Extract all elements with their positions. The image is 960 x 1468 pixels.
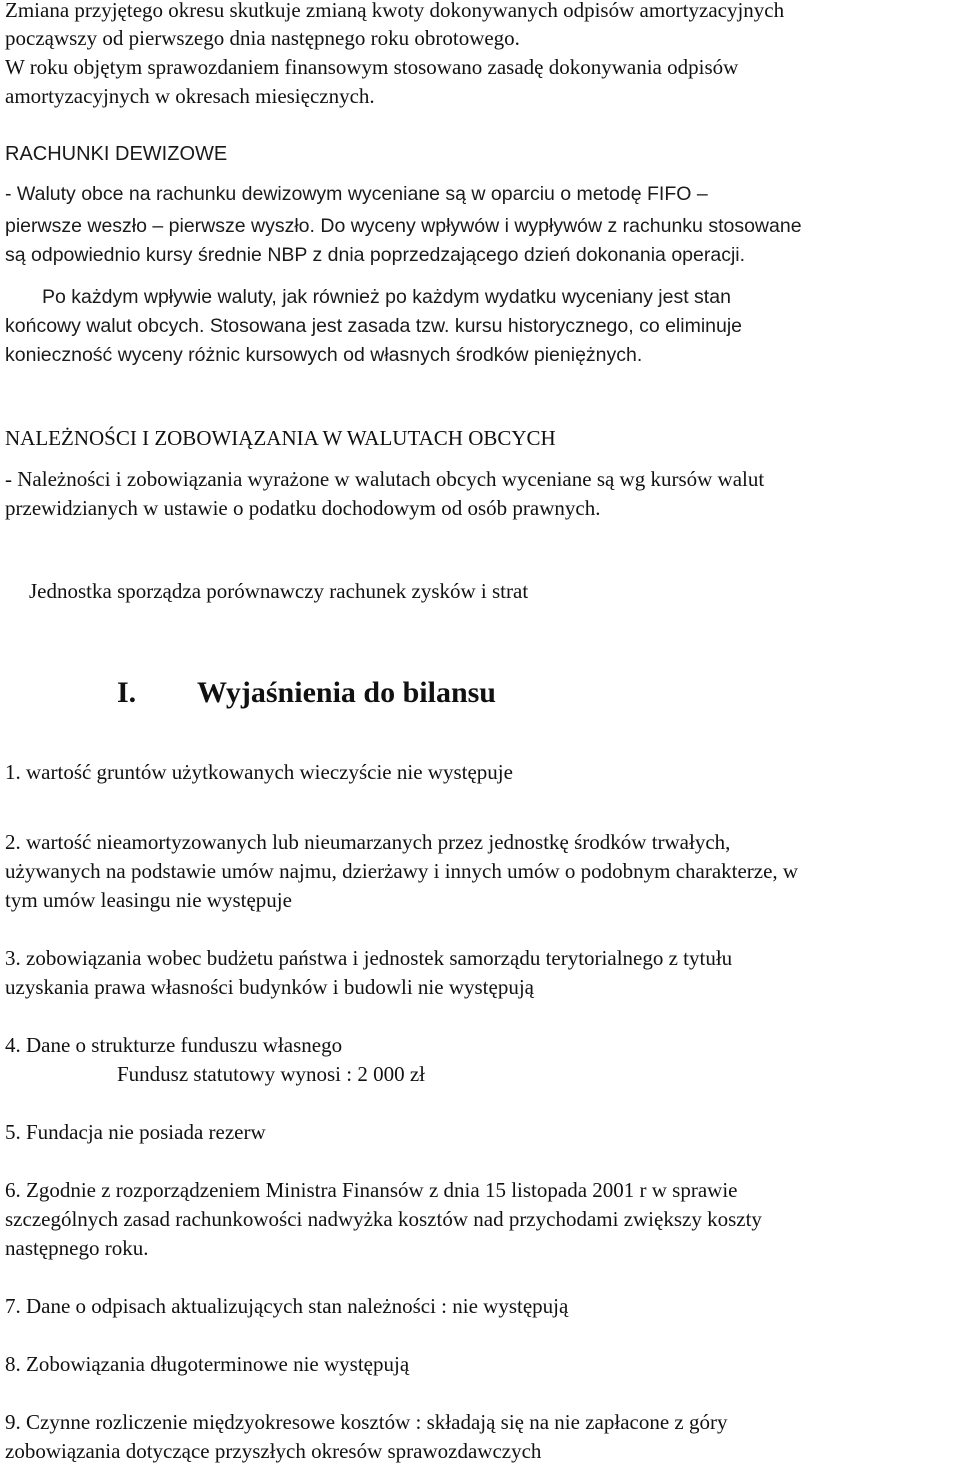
text-line: końcowy walut obcych. Stosowana jest zasada tzw. kursu historycznego, co eliminuje (5, 315, 743, 337)
item-1 (5, 758, 955, 787)
text-line: następnego roku. (5, 1236, 149, 1260)
item-2-line3 (5, 886, 955, 915)
text-line: 2. wartość nieamortyzowanych lub nieumarzanych przez jednostkę środków trwałych, (5, 830, 731, 854)
fifo-line3 (5, 241, 955, 270)
text-line: uzyskania prawa własności budynków i budowli nie występują (5, 975, 534, 999)
text-line: W roku objętym sprawozdaniem finansowym stosowano zasadę dokonywania odpisów (5, 55, 739, 79)
item-7 (5, 1292, 955, 1321)
text-line: Fundusz statutowy wynosi : 2 000 zł (117, 1062, 425, 1086)
item-4-line1 (5, 1031, 955, 1060)
item-4-line2 (5, 1060, 955, 1089)
item-6-line1 (5, 1176, 955, 1205)
historical-rate-line3 (5, 341, 955, 370)
historical-rate-line2 (5, 312, 955, 341)
text-line: amortyzacyjnych w okresach miesięcznych. (5, 84, 375, 108)
text-line: Zmiana przyjętego okresu skutkuje zmianą kwoty dokonywanych odpisów amortyzacyjnych (5, 0, 785, 22)
fifo-line2 (5, 211, 955, 241)
item-5 (5, 1118, 955, 1147)
text-line: 5. Fundacja nie posiada rezerw (5, 1120, 266, 1144)
item-9-line1 (5, 1408, 955, 1437)
item-2-line1 (5, 828, 955, 857)
paragraph-depreciation-change-line1 (5, 0, 955, 25)
heading-foreign-currency-accounts (5, 140, 955, 169)
text-line: konieczność wyceny różnic kursowych od własnych środków pieniężnych. (5, 344, 643, 366)
text-line: Po każdym wpływie waluty, jak również po każdym wydatku wyceniany jest stan (42, 286, 731, 308)
text-line: używanych na podstawie umów najmu, dzierżawy i innych umów o podobnym charakterze, w (5, 859, 799, 883)
heading-receivables-liabilities (5, 424, 955, 453)
receivables-line2 (5, 494, 955, 523)
text-line: tym umów leasingu nie występuje (5, 888, 292, 912)
item-8 (5, 1350, 955, 1379)
text-line: 8. Zobowiązania długoterminowe nie występują (5, 1352, 410, 1376)
profit-loss-statement-note (5, 577, 955, 606)
text-line: począwszy od pierwszego dnia następnego roku obrotowego. (5, 26, 520, 50)
item-3-line1 (5, 944, 955, 973)
text-line: szczególnych zasad rachunkowości nadwyżka kosztów nad przychodami zwiększy koszty (5, 1207, 762, 1231)
item-9-line2 (5, 1437, 955, 1466)
item-3-line2 (5, 973, 955, 1002)
text-line: 6. Zgodnie z rozporządzeniem Ministra Finansów z dnia 15 listopada 2001 r w sprawie (5, 1178, 738, 1202)
historical-rate-line1 (5, 283, 955, 312)
text-line-sans: pierwsze weszło – pierwsze wyszło. (5, 215, 315, 237)
receivables-line1 (5, 465, 955, 494)
text-line: przewidzianych w ustawie o podatku dochodowym od osób prawnych. (5, 496, 601, 520)
section-title-balance-notes (117, 675, 496, 711)
fifo-line1 (5, 180, 955, 209)
text-line: 7. Dane o odpisach aktualizujących stan należności : nie występują (5, 1294, 569, 1318)
text-line: - Waluty obce na rachunku dewizowym wyceniane są w oparciu o metodę FIFO – (5, 183, 708, 205)
paragraph-depreciation-change-line2 (5, 24, 955, 53)
text-line: 1. wartość gruntów użytkowanych wieczyście nie występuje (5, 760, 513, 784)
item-6-line2 (5, 1205, 955, 1234)
text-line: - Należności i zobowiązania wyrażone w walutach obcych wyceniane są wg kursów walut (5, 467, 765, 491)
paragraph-monthly-depreciation-line2 (5, 82, 955, 111)
heading-text: RACHUNKI DEWIZOWE (5, 143, 228, 165)
text-line: 4. Dane o strukturze funduszu własnego (5, 1033, 343, 1057)
item-2-line2 (5, 857, 955, 886)
text-line: 9. Czynne rozliczenie międzyokresowe kosztów : składają się na nie zapłacone z góry (5, 1410, 728, 1434)
section-title-text: Wyjaśnienia do bilansu (197, 676, 496, 709)
text-line: Jednostka sporządza porównawczy rachunek zysków i strat (29, 579, 529, 603)
text-line: 3. zobowiązania wobec budżetu państwa i jednostek samorządu terytorialnego z tytułu (5, 946, 733, 970)
text-line: zobowiązania dotyczące przyszłych okresów sprawozdawczych (5, 1439, 542, 1463)
text-line: są odpowiednio kursy średnie NBP z dnia poprzedzającego dzień dokonania operacji. (5, 244, 746, 266)
paragraph-monthly-depreciation-line1 (5, 53, 955, 82)
heading-text: NALEŻNOŚCI I ZOBOWIĄZANIA W WALUTACH OBCYCH (5, 426, 556, 450)
item-6-line3 (5, 1234, 955, 1263)
section-number: I. (117, 676, 137, 709)
text-line-sans: Do wyceny wpływów i wypływów z rachunku stosowane (314, 215, 802, 237)
